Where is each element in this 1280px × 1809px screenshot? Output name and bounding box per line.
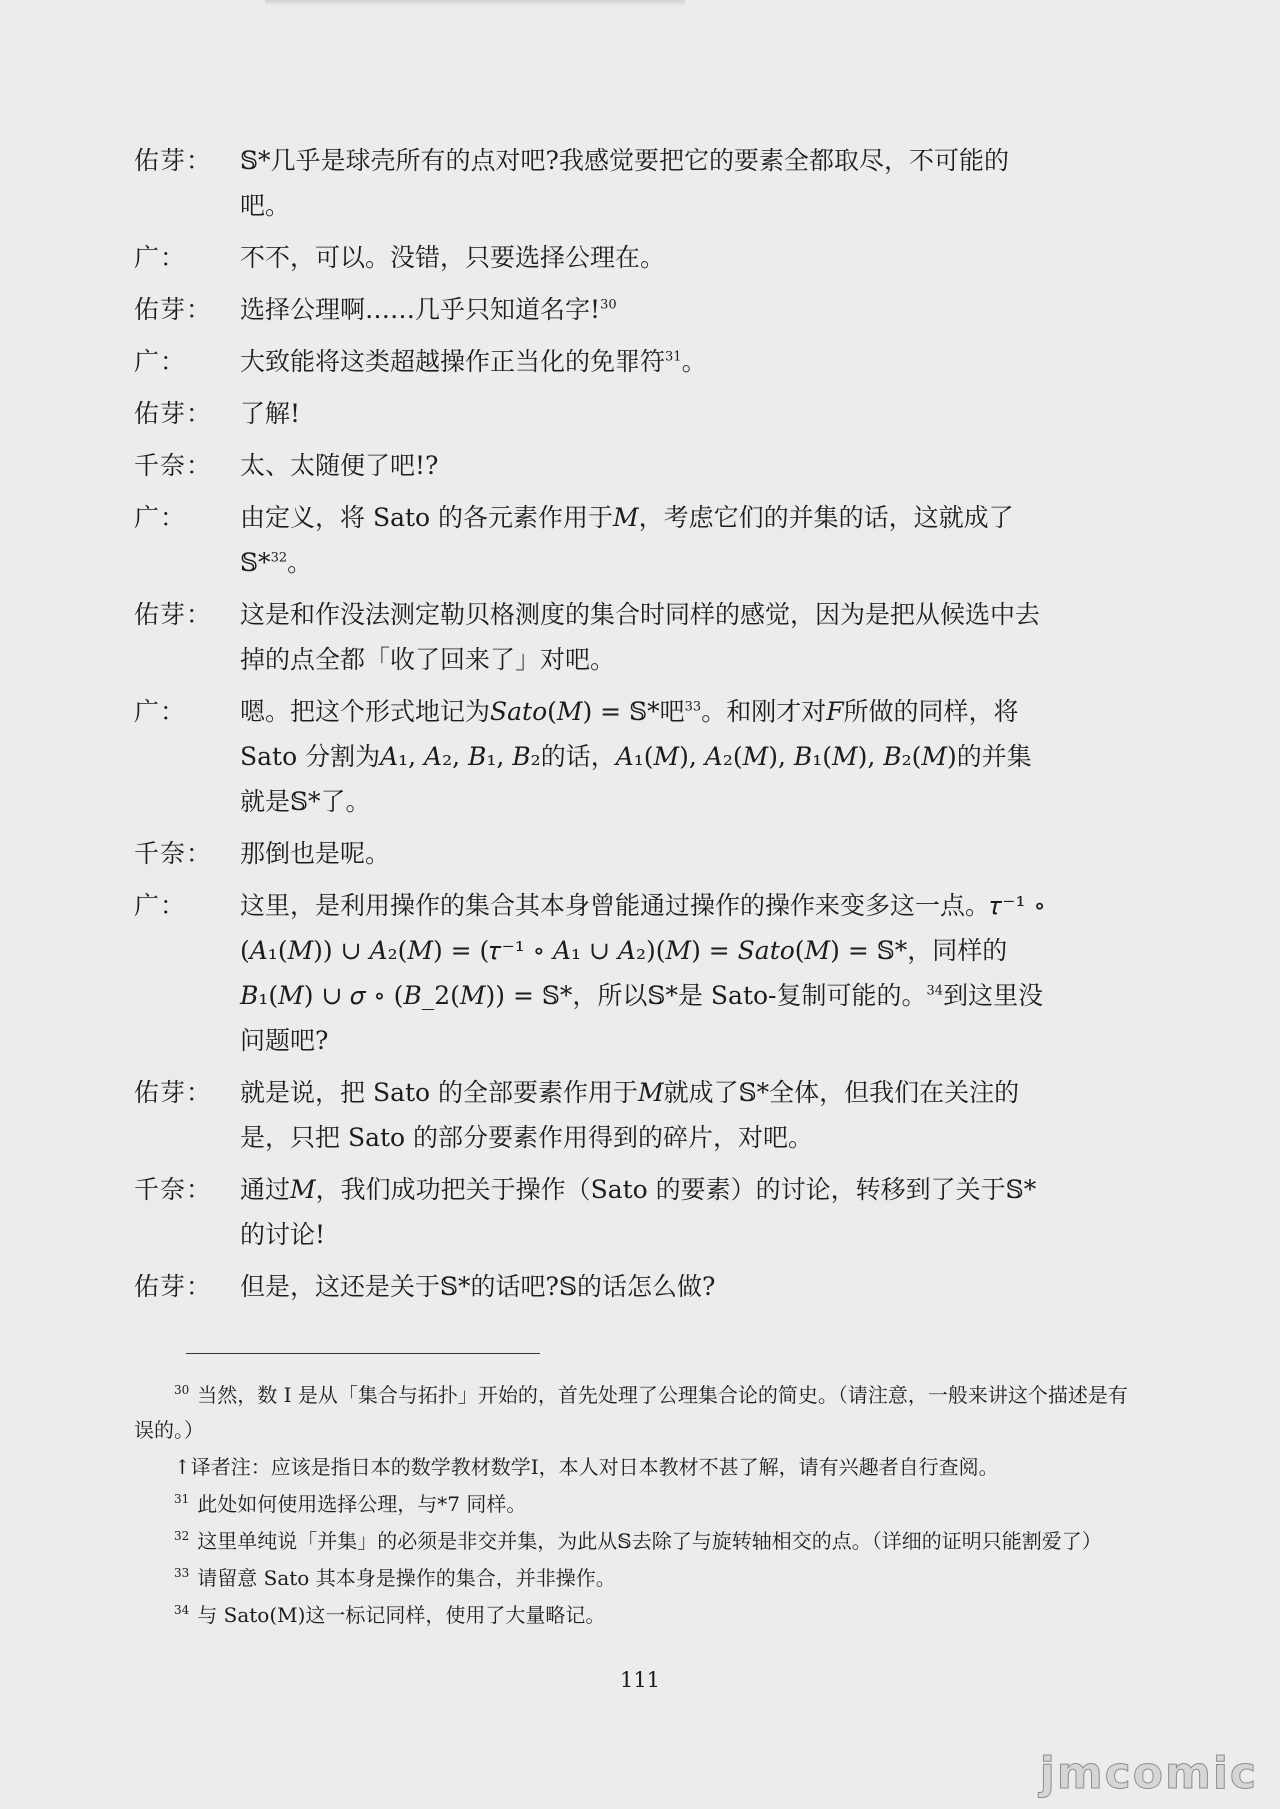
dialogue-text: 大致能将这类超越操作正当化的免罪符$^{31}$。 bbox=[240, 347, 707, 376]
dialogue-line bbox=[134, 443, 1064, 488]
dialogue-line bbox=[134, 689, 1064, 824]
dialogue-text: 太、太随便了吧!? bbox=[240, 451, 439, 480]
dialogue-line bbox=[134, 1070, 1064, 1160]
dialogue-line bbox=[134, 831, 1064, 876]
footnote-text: 当然，数 I 是从「集合与拓扑」开始的，首先处理了公理集合论的简史。（请注意，一般来讲这个描述是有误的。） bbox=[134, 1383, 1128, 1442]
dialogue-line bbox=[134, 1264, 1064, 1309]
dialogue-text: 通过𝑀，我们成功把关于操作（Sato 的要素）的讨论，转移到了关于𝕊*的讨论! bbox=[240, 1175, 1037, 1249]
dialogue-line bbox=[134, 339, 1064, 384]
footnote bbox=[134, 1487, 1144, 1522]
speaker-name: 佑芽： bbox=[134, 1078, 213, 1107]
speaker-name: 佑芽： bbox=[134, 1272, 213, 1301]
footnote-text: 此处如何使用选择公理，与*7 同样。 bbox=[197, 1492, 527, 1516]
footnote bbox=[134, 1378, 1144, 1448]
dialogue-text: 那倒也是呢。 bbox=[240, 839, 391, 868]
top-scan-residue bbox=[265, 0, 685, 6]
dialogue-text: 但是，这还是关于𝕊*的话吧?𝕊的话怎么做? bbox=[240, 1272, 716, 1301]
dialogue-text: 不不，可以。没错，只要选择公理在。 bbox=[240, 243, 666, 272]
dialogue-text: 嗯。把这个形式地记为𝑆𝑎𝑡𝑜(𝑀) = 𝕊*吧$^{33}$。和刚才对𝐹所做的同样，将 Sato 分割为𝐴₁, 𝐴₂, 𝐵₁, 𝐵₂的话，𝐴₁(𝑀), 𝐴₂(𝑀), 𝐵₁(𝑀), 𝐵₂(𝑀)的并集就是𝕊*了。 bbox=[240, 697, 1032, 816]
dialogue-line bbox=[134, 592, 1064, 682]
footnote-number: 31 bbox=[174, 1492, 190, 1507]
dialogue-line bbox=[134, 495, 1064, 585]
dialogue-text: 这是和作没法测定勒贝格测度的集合时同样的感觉，因为是把从候选中去掉的点全都「收了回来了」对吧。 bbox=[240, 600, 1041, 674]
dialogue-line bbox=[134, 391, 1064, 436]
footnote-ref[interactable]: 34 bbox=[926, 983, 944, 999]
speaker-name: 佑芽： bbox=[134, 399, 213, 428]
speaker-name: 佑芽： bbox=[134, 146, 213, 175]
speaker-name: 广： bbox=[134, 891, 187, 920]
speaker-name: 佑芽： bbox=[134, 295, 213, 324]
footnote-number: 34 bbox=[174, 1603, 190, 1618]
footnote-number: 33 bbox=[174, 1566, 190, 1581]
footnote-text: 请留意 Sato 其本身是操作的集合，并非操作。 bbox=[197, 1566, 616, 1590]
dialogue-text: 就是说，把 Sato 的全部要素作用于𝑀就成了𝕊*全体，但我们在关注的是，只把 Sato 的部分要素作用得到的碎片，对吧。 bbox=[240, 1078, 1020, 1152]
footnote bbox=[134, 1561, 1144, 1596]
footnote-number: 30 bbox=[174, 1383, 190, 1398]
dialogue-text: 由定义，将 Sato 的各元素作用于𝑀，考虑它们的并集的话，这就成了𝕊*$^{32}$。 bbox=[240, 503, 1014, 577]
speaker-name: 广： bbox=[134, 697, 187, 726]
footnote bbox=[134, 1598, 1144, 1633]
speaker-name: 千奈： bbox=[134, 451, 213, 480]
watermark-logo: jmcomic bbox=[1039, 1748, 1258, 1799]
footnote-text: ↑译者注：应该是指日本的数学教材数学Ⅰ，本人对日本教材不甚了解，请有兴趣者自行查阅。 bbox=[174, 1455, 999, 1479]
page-number: 111 bbox=[619, 1668, 661, 1692]
dialogue-text: 选择公理啊……几乎只知道名字!$^{30}$ bbox=[240, 295, 617, 324]
dialogue-line bbox=[134, 138, 1064, 228]
footnote bbox=[134, 1450, 1144, 1485]
speaker-name: 广： bbox=[134, 503, 187, 532]
dialogue-line bbox=[134, 235, 1064, 280]
dialogue-text: 这里，是利用操作的集合其本身曾能通过操作的操作来变多这一点。𝜏⁻¹ ∘ (𝐴₁(𝑀)) ∪ 𝐴₂(𝑀) = (𝜏⁻¹ ∘ 𝐴₁ ∪ 𝐴₂)(𝑀) = 𝑆𝑎𝑡𝑜(𝑀) = 𝕊*，同样的𝐵₁(𝑀) ∪ 𝜎 ∘ (𝐵_2(𝑀)) = 𝕊*，所以𝕊*是 Sato-复制可能的。$^{34}$到这里没问题吧? bbox=[240, 891, 1046, 1055]
dialogue-text: 𝕊*几乎是球壳所有的点对吧?我感觉要把它的要素全都取尽，不可能的吧。 bbox=[240, 146, 1009, 220]
footnote bbox=[134, 1524, 1144, 1559]
footnote-number: 32 bbox=[174, 1529, 190, 1544]
footnotes bbox=[134, 1378, 1144, 1635]
footnote-ref[interactable]: 33 bbox=[684, 699, 702, 715]
footnote-divider bbox=[186, 1353, 540, 1354]
footnote-text: 这里单纯说「并集」的必须是非交并集，为此从𝕊去除了与旋转轴相交的点。（详细的证明只能割爱了） bbox=[197, 1529, 1102, 1553]
dialogue-line bbox=[134, 883, 1064, 1063]
dialogue-line bbox=[134, 287, 1064, 332]
speaker-name: 广： bbox=[134, 347, 187, 376]
footnote-ref[interactable]: 31 bbox=[665, 349, 682, 365]
speaker-name: 千奈： bbox=[134, 1175, 213, 1204]
dialogue-line bbox=[134, 1167, 1064, 1257]
footnote-ref[interactable]: 32 bbox=[270, 550, 288, 566]
speaker-name: 千奈： bbox=[134, 839, 213, 868]
speaker-name: 佑芽： bbox=[134, 600, 213, 629]
dialogue-body bbox=[134, 138, 1064, 1316]
footnote-text: 与 Sato(M)这一标记同样，使用了大量略记。 bbox=[197, 1603, 606, 1627]
speaker-name: 广： bbox=[134, 243, 187, 272]
footnote-ref[interactable]: 30 bbox=[600, 297, 617, 313]
dialogue-text: 了解! bbox=[240, 399, 301, 428]
